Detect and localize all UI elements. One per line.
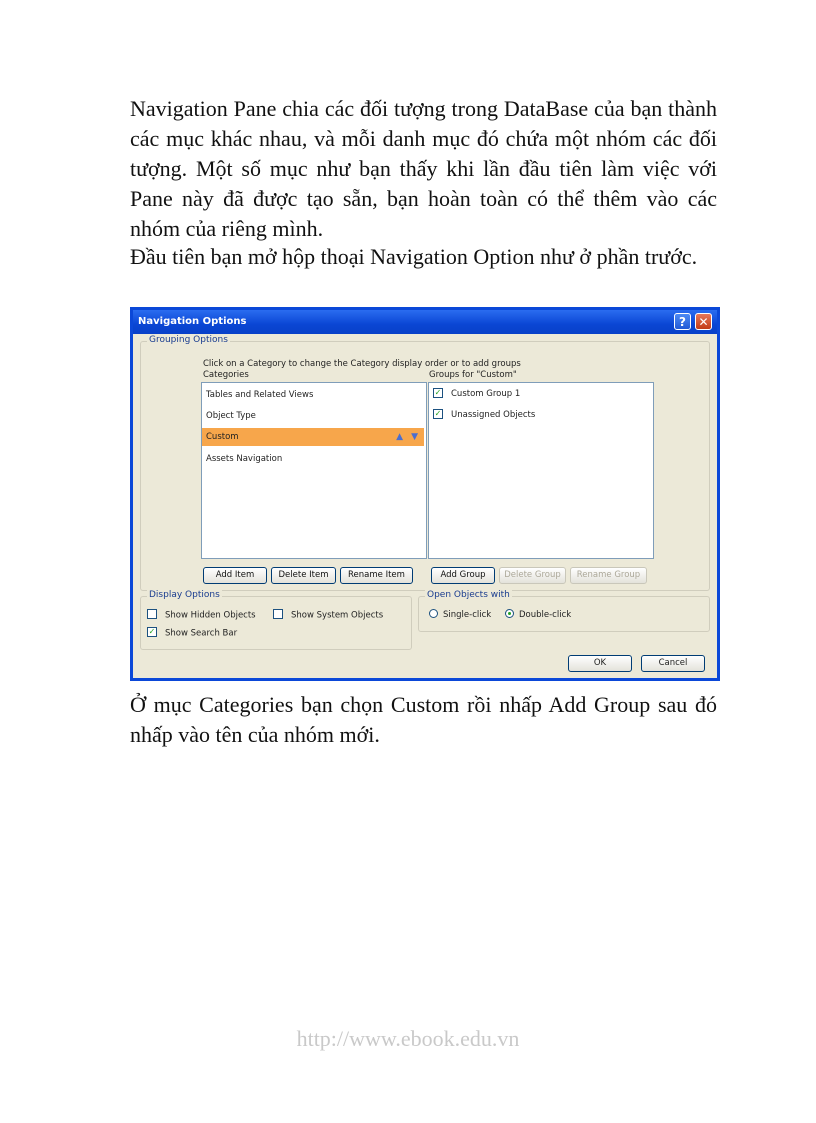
- group-checkbox[interactable]: ✓: [434, 387, 442, 397]
- open-objects-group: [418, 590, 710, 632]
- single-click-radio[interactable]: [429, 609, 438, 618]
- groups-label: Groups for "Custom": [429, 370, 517, 380]
- dialog-title: Navigation Options: [138, 316, 247, 327]
- grouping-hint: Click on a Category to change the Category display order or to add groups: [203, 359, 521, 369]
- move-up-icon[interactable]: ▲: [396, 432, 404, 442]
- move-down-icon[interactable]: ▼: [411, 432, 418, 442]
- display-options-group: [140, 590, 412, 650]
- category-item[interactable]: Assets Navigation: [206, 454, 283, 464]
- cancel-button[interactable]: Cancel: [641, 655, 705, 672]
- open-objects-label: Open Objects with: [427, 590, 510, 600]
- close-button[interactable]: ✕: [695, 313, 712, 330]
- double-click-radio[interactable]: [505, 609, 514, 618]
- show-hidden-checkbox[interactable]: [147, 609, 157, 619]
- double-click-option[interactable]: [505, 610, 571, 620]
- group-item[interactable]: [433, 386, 520, 402]
- add-item-button[interactable]: Add Item: [203, 567, 267, 584]
- rename-item-button[interactable]: Rename Item: [340, 567, 413, 584]
- delete-group-button[interactable]: Delete Group: [499, 567, 566, 584]
- group-checkbox[interactable]: ✓: [434, 408, 442, 418]
- dialog-client: [133, 334, 717, 678]
- single-click-label: Single-click: [443, 610, 492, 620]
- category-item-selected[interactable]: [202, 428, 424, 446]
- show-system-option[interactable]: [273, 610, 383, 621]
- add-group-button[interactable]: Add Group: [431, 567, 495, 584]
- ok-button[interactable]: OK: [568, 655, 632, 672]
- dialog-titlebar[interactable]: [133, 310, 717, 334]
- group-item-label: Unassigned Objects: [451, 410, 536, 420]
- show-search-label: Show Search Bar: [165, 628, 238, 639]
- group-item-label: Custom Group 1: [451, 389, 521, 399]
- grouping-options-group: [140, 335, 710, 591]
- paragraph-steps: Ở mục Categories bạn chọn Custom rồi nhấp Add Group sau đó nhấp vào tên của nhóm mới.: [130, 692, 717, 747]
- show-hidden-label: Show Hidden Objects: [165, 610, 256, 621]
- double-click-label: Double-click: [519, 610, 572, 620]
- grouping-options-label: Grouping Options: [149, 335, 228, 345]
- categories-label: Categories: [203, 370, 249, 380]
- show-system-checkbox[interactable]: [273, 609, 283, 619]
- show-system-label: Show System Objects: [291, 610, 384, 621]
- category-item-label: Custom: [206, 432, 239, 442]
- group-item[interactable]: [433, 407, 535, 423]
- navigation-options-dialog: [130, 307, 720, 681]
- categories-list[interactable]: [201, 382, 427, 559]
- paragraph-instruction: Đầu tiên bạn mở hộp thoại Navigation Option như ở phần trước.: [130, 244, 698, 269]
- groups-list[interactable]: [428, 382, 654, 559]
- single-click-option[interactable]: [429, 610, 491, 620]
- category-item[interactable]: Object Type: [206, 411, 256, 421]
- delete-item-button[interactable]: Delete Item: [271, 567, 336, 584]
- category-item[interactable]: Tables and Related Views: [206, 390, 314, 400]
- rename-group-button[interactable]: Rename Group: [570, 567, 647, 584]
- footer-url[interactable]: http://www.ebook.edu.vn: [296, 1026, 520, 1051]
- show-hidden-option[interactable]: [147, 610, 256, 621]
- display-options-label: Display Options: [149, 590, 220, 600]
- help-button[interactable]: ?: [674, 313, 691, 330]
- paragraph-intro: Navigation Pane chia các đối tượng trong DataBase của bạn thành các mục khác nhau, và mỗi danh mục đó chứa một nhóm các đối tượng. Một số mục như bạn thấy khi lần đầu tiên làm việc với Pane này đã được tạo sẵn, bạn hoàn toàn có thể thêm vào các nhóm của riêng mình.: [130, 96, 717, 241]
- show-search-option[interactable]: [147, 628, 237, 639]
- show-search-checkbox[interactable]: ✓: [148, 627, 156, 636]
